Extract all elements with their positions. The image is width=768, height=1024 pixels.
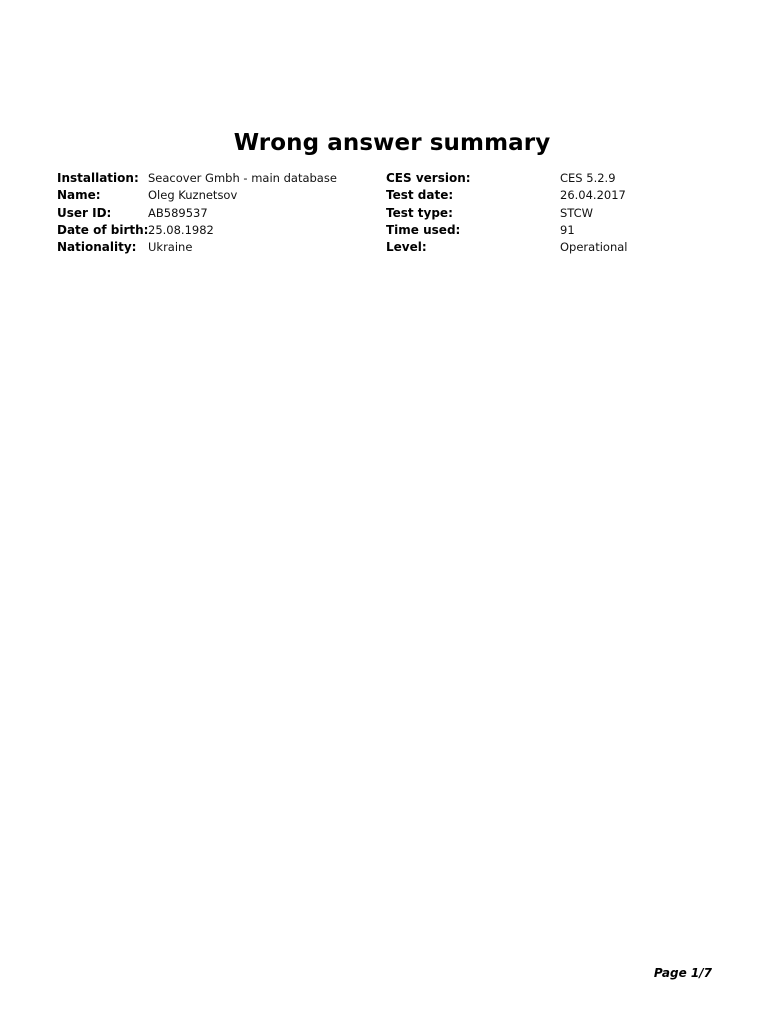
test-date-value: 26.04.2017	[560, 188, 626, 202]
installation-label: Installation:	[57, 171, 139, 185]
page-number: Page 1/7	[653, 966, 712, 980]
info-row-name	[0, 187, 768, 204]
time-used-label: Time used:	[386, 223, 461, 237]
date-of-birth-label: Date of birth:	[57, 223, 149, 237]
info-row-date-of-birth	[0, 222, 768, 239]
info-row-nationality	[0, 239, 768, 256]
level-label: Level:	[386, 240, 427, 254]
test-type-value: STCW	[560, 206, 594, 220]
ces-version-value: CES 5.2.9	[560, 171, 616, 185]
info-row-user-id	[0, 205, 768, 222]
test-date-label: Test date:	[386, 188, 454, 202]
info-row-installation	[0, 170, 768, 187]
level-value: Operational	[560, 240, 628, 254]
ces-version-label: CES version:	[386, 171, 471, 185]
name-label: Name:	[57, 188, 101, 202]
test-type-label: Test type:	[386, 206, 453, 220]
nationality-label: Nationality:	[57, 240, 137, 254]
user-id-label: User ID:	[57, 206, 112, 220]
nationality-value: Ukraine	[148, 240, 193, 254]
name-value: Oleg Kuznetsov	[148, 188, 238, 202]
user-id-value: AB589537	[148, 206, 208, 220]
date-of-birth-value: 25.08.1982	[148, 223, 214, 237]
page-title: Wrong answer summary	[233, 130, 551, 156]
time-used-value: 91	[560, 223, 575, 237]
installation-value: Seacover Gmbh - main database	[148, 171, 337, 185]
test-info-block	[0, 0, 768, 260]
